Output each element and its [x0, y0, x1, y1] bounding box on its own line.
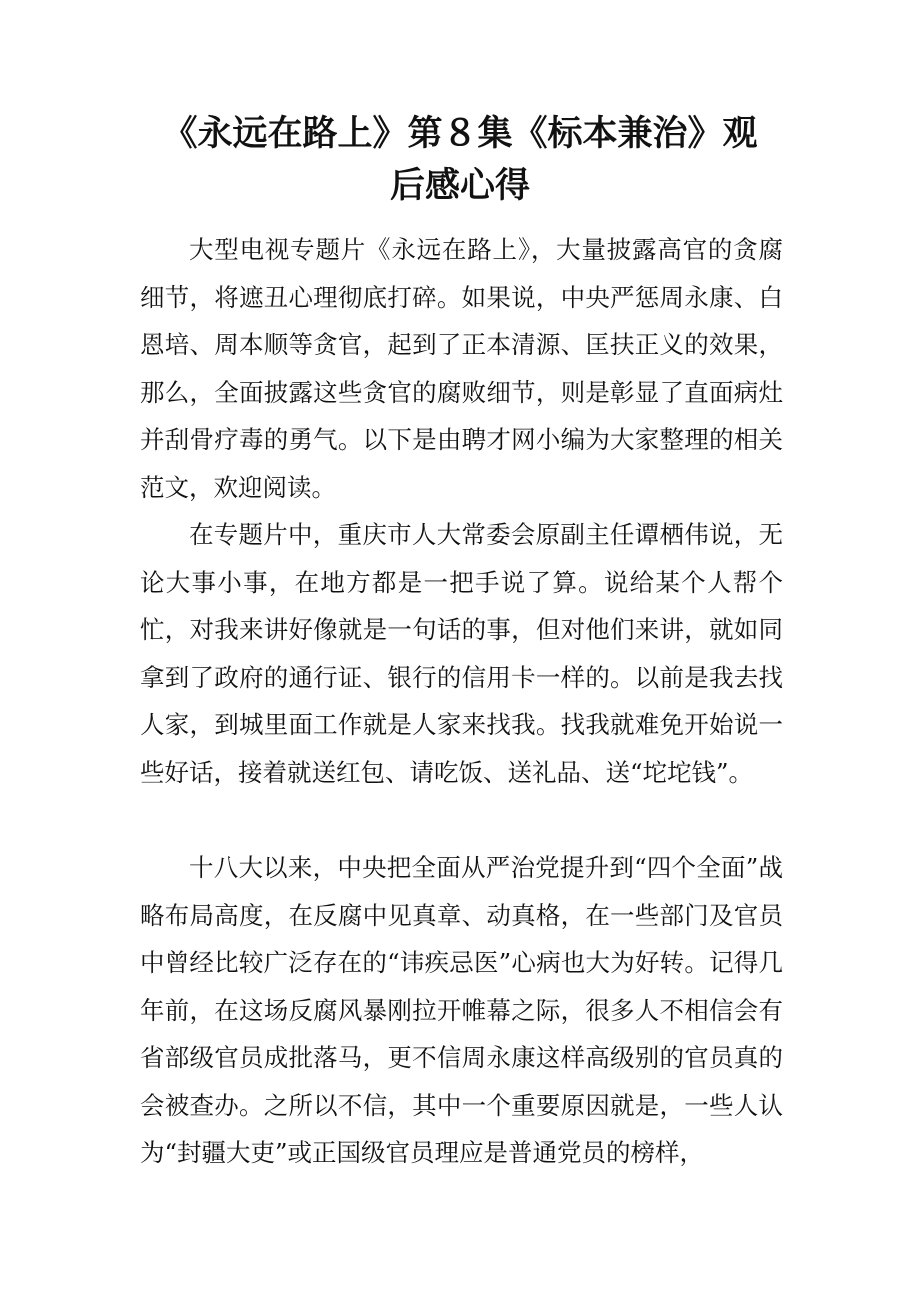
- paragraph-analysis: 十八大以来，中央把全面从严治党提升到“四个全面”战略布局高度，在反腐中见真章、动真格，在一些部门及官员中曾经比较广泛存在的“讳疾忌医”心病也大为好转。记得几年前，在这场反腐风暴刚拉开帷幕之际，很多人不相信会有省部级官员成批落马，更不信周永康这样高级别的官员真的会被查办。之所以不信，其中一个重要原因就是，一些人认为“封疆大吏”或正国级官员理应是普通党员的榜样，: [140, 853, 783, 1167]
- paragraph-intro: 大型电视专题片《永远在路上》，大量披露高官的贪腐细节，将遮丑心理彻底打碎。如果说，中央严惩周永康、白恩培、周本顺等贪官，起到了正本清源、匡扶正义的效果，那么，全面披露这些贪官的腐败细节，则是彰显了直面病灶并刮骨疗毒的勇气。以下是由聘才网小编为大家整理的相关范文，欢迎阅读。: [140, 235, 783, 502]
- document-title: [138, 108, 782, 212]
- paragraph-testimony: 在专题片中，重庆市人大常委会原副主任谭栖伟说，无论大事小事，在地方都是一把手说了算。说给某个人帮个忙，对我来讲好像就是一句话的事，但对他们来讲，就如同拿到了政府的通行证、银行的信用卡一样的。以前是我去找人家，到城里面工作就是人家来找我。找我就难免开始说一些好话，接着就送红包、请吃饭、送礼品、送“坨坨钱”。: [140, 520, 783, 787]
- document-body: [140, 226, 783, 1177]
- title-line-1: 《永远在路上》第８集《标本兼治》观: [162, 113, 758, 154]
- title-line-2: 后感心得: [389, 165, 530, 206]
- paragraph-spacer: [140, 796, 783, 844]
